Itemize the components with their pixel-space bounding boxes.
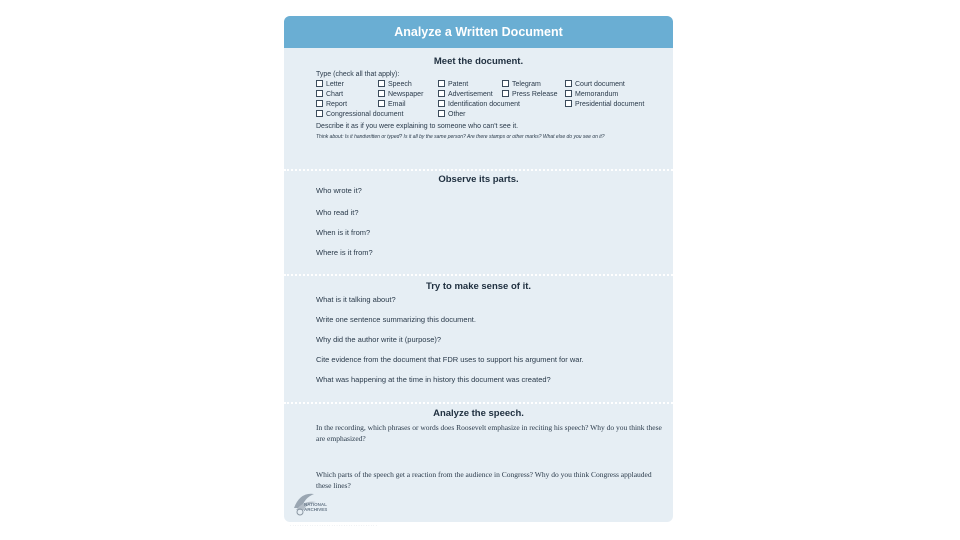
checkbox-court[interactable] (565, 80, 625, 88)
checkbox-label: Telegram (512, 81, 541, 88)
checkbox-label: Memorandum (575, 91, 619, 98)
worksheet (284, 16, 673, 522)
checkbox-letter[interactable] (316, 80, 344, 88)
think-about-hint: Think about: Is it handwritten or typed? Is it all by the same person? Are there stamps or other marks? What else do you see on it? (316, 134, 605, 140)
sense-question: Cite evidence from the document that FDR uses to support his argument for war. (316, 355, 584, 364)
checkbox-label: Court document (575, 81, 625, 88)
type-label: Type (check all that apply): (316, 71, 400, 78)
checkbox-icon[interactable] (438, 100, 445, 107)
checkbox-label: Chart (326, 91, 344, 98)
checkbox-icon[interactable] (316, 100, 323, 107)
observe-question: When is it from? (316, 228, 371, 237)
checkbox-congressional[interactable] (316, 110, 403, 118)
checkbox-icon[interactable] (438, 80, 445, 87)
checkbox-icon[interactable] (378, 90, 385, 97)
checkbox-label: Other (448, 111, 466, 118)
checkbox-advertisement[interactable] (438, 90, 493, 98)
checkbox-telegram[interactable] (502, 80, 541, 88)
checkbox-label: Presidential document (575, 101, 645, 108)
checkbox-email[interactable] (378, 100, 406, 108)
checkbox-icon[interactable] (438, 110, 445, 117)
observe-heading: Observe its parts. (438, 174, 519, 185)
checkbox-label: Patent (448, 81, 469, 88)
meet-heading: Meet the document. (433, 56, 524, 67)
checkbox-label: Newspaper (388, 91, 424, 98)
sense-question: Write one sentence summarizing this document. (316, 315, 476, 324)
checkbox-icon[interactable] (378, 100, 385, 107)
national-archives-logo-text: NATIONAL ARCHIVES (304, 502, 328, 512)
checkbox-label: Letter (326, 81, 344, 88)
observe-question: Who read it? (316, 208, 359, 217)
sense-question: Why did the author write it (purpose)? (316, 335, 442, 344)
footer-text: · · · · · · · · · · · · · · · · · · · · · · · · · · · · · · · · · · · · (290, 523, 377, 528)
speech-question-2: Which parts of the speech get a reaction from the audience in Congress? Why do you think Congress applauded these lines? (316, 470, 652, 490)
observe-question: Who wrote it? (316, 186, 362, 195)
checkbox-other[interactable] (438, 110, 466, 118)
speech-heading: Analyze the speech. (433, 408, 524, 419)
section-divider (284, 402, 673, 404)
observe-question: Where is it from? (316, 248, 373, 257)
checkbox-speech[interactable] (378, 80, 412, 88)
sense-question: What was happening at the time in history this document was created? (316, 375, 551, 384)
checkbox-label: Press Release (512, 91, 558, 98)
sense-heading: Try to make sense of it. (425, 281, 532, 292)
checkbox-label: Email (388, 101, 406, 108)
checkbox-label: Report (326, 101, 348, 108)
checkbox-icon[interactable] (565, 80, 572, 87)
sense-question: What is it talking about? (316, 295, 396, 304)
checkbox-chart[interactable] (316, 90, 343, 98)
checkbox-icon[interactable] (316, 80, 323, 87)
checkbox-icon[interactable] (502, 80, 509, 87)
checkbox-report[interactable] (316, 100, 347, 108)
checkbox-press-release[interactable] (502, 90, 558, 98)
speech-question-1: In the recording, which phrases or words does Roosevelt emphasize in reciting his speech? Why do you think these are emphasized? (316, 423, 662, 443)
worksheet-title: Analyze a Written Document (284, 16, 673, 48)
checkbox-icon[interactable] (565, 90, 572, 97)
checkbox-icon[interactable] (502, 90, 509, 97)
section-divider (284, 274, 673, 276)
checkbox-newspaper[interactable] (378, 90, 423, 98)
checkbox-label: Speech (388, 81, 412, 88)
checkbox-icon[interactable] (565, 100, 572, 107)
checkbox-label: Identification document (448, 101, 520, 108)
checkbox-icon[interactable] (378, 80, 385, 87)
checkbox-icon[interactable] (316, 110, 323, 117)
checkbox-memorandum[interactable] (565, 90, 618, 98)
checkbox-label: Congressional document (326, 111, 404, 118)
checkbox-identification[interactable] (438, 100, 520, 108)
checkbox-label: Advertisement (448, 91, 493, 98)
checkbox-presidential[interactable] (565, 100, 644, 108)
checkbox-icon[interactable] (316, 90, 323, 97)
checkbox-icon[interactable] (438, 90, 445, 97)
checkbox-patent[interactable] (438, 80, 468, 88)
describe-prompt: Describe it as if you were explaining to someone who can't see it. (316, 123, 519, 130)
section-divider (284, 169, 673, 171)
